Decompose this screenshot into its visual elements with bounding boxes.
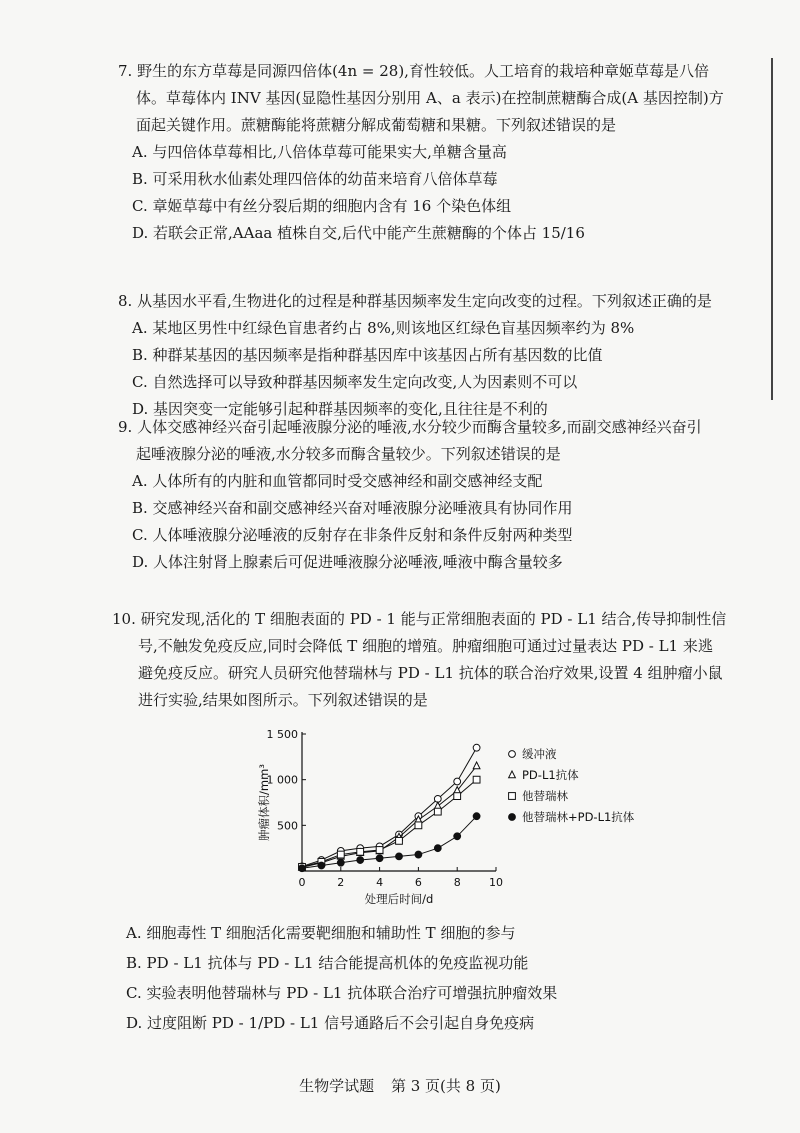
data-point bbox=[318, 862, 325, 869]
legend-entry bbox=[509, 810, 635, 824]
option-d: D. 过度阻断 PD - 1/PD - L1 信号通路后不会引起自身免疫病 bbox=[126, 1014, 535, 1032]
series-line bbox=[302, 748, 477, 867]
stem-line: 体。草莓体内 INV 基因(显隐性基因分别用 A、a 表示)在控制蔗糖酶合成(A 基因控制)方 bbox=[136, 89, 724, 107]
question-7 bbox=[118, 58, 758, 247]
data-point bbox=[337, 859, 344, 866]
data-point bbox=[454, 793, 461, 800]
option-a: A. 细胞毒性 T 细胞活化需要靶细胞和辅助性 T 细胞的参与 bbox=[126, 924, 516, 942]
series-0 bbox=[299, 744, 480, 870]
stem-line: 号,不触发免疫反应,同时会降低 T 细胞的增殖。肿瘤细胞可通过过量表达 PD - L1 来逃 bbox=[138, 637, 713, 655]
legend-label: 他替瑞林+PD-L1抗体 bbox=[522, 810, 635, 824]
y-tick-label: 1 000 bbox=[266, 773, 298, 787]
stem-line: 10. 研究发现,活化的 T 细胞表面的 PD - 1 能与正常细胞表面的 PD - L1 结合,传导抑制性信 bbox=[112, 610, 727, 628]
footer-subject: 生物学试题 bbox=[299, 1077, 375, 1095]
legend-label: PD-L1抗体 bbox=[522, 768, 579, 782]
series-2 bbox=[299, 776, 480, 870]
option-c: C. 章姬草莓中有丝分裂后期的细胞内含有 16 个染色体组 bbox=[132, 197, 512, 215]
x-tick-label: 2 bbox=[337, 876, 345, 889]
data-point bbox=[376, 847, 383, 854]
legend-marker bbox=[509, 771, 516, 778]
legend-marker bbox=[509, 751, 516, 758]
stem-line: 避免疫反应。研究人员研究他替瑞林与 PD - L1 抗体的联合治疗效果,设置 4 组肿瘤小鼠 bbox=[138, 664, 723, 682]
stem-line: 8. 从基因水平看,生物进化的过程是种群基因频率发生定向改变的过程。下列叙述正确的是 bbox=[118, 292, 712, 310]
data-point bbox=[376, 855, 383, 862]
data-point bbox=[357, 857, 364, 864]
legend-entry bbox=[509, 747, 557, 761]
legend-marker bbox=[509, 793, 516, 800]
data-point bbox=[473, 762, 480, 769]
data-point bbox=[473, 813, 480, 820]
question-8 bbox=[118, 288, 758, 423]
chart-legend bbox=[509, 747, 635, 824]
option-d: D. 若联会正常,AAaa 植株自交,后代中能产生蔗糖酶的个体占 15/16 bbox=[132, 224, 585, 242]
series-3 bbox=[299, 813, 480, 872]
x-tick-label: 10 bbox=[489, 876, 503, 889]
series-line bbox=[302, 766, 477, 867]
chart-axes bbox=[257, 728, 503, 906]
legend-label: 他替瑞林 bbox=[522, 789, 568, 803]
data-point bbox=[396, 837, 403, 844]
option-c: C. 人体唾液腺分泌唾液的反射存在非条件反射和条件反射两种类型 bbox=[132, 526, 573, 544]
chart-svg bbox=[250, 726, 690, 916]
x-tick-label: 6 bbox=[414, 876, 422, 889]
page-footer bbox=[0, 1075, 800, 1096]
option-b: B. PD - L1 抗体与 PD - L1 结合能提高机体的免疫监视功能 bbox=[126, 954, 529, 972]
y-tick-label: 500 bbox=[277, 819, 298, 833]
question-10-stem bbox=[112, 606, 752, 714]
data-point bbox=[473, 744, 480, 751]
option-d: D. 人体注射肾上腺素后可促进唾液腺分泌唾液,唾液中酶含量较多 bbox=[132, 553, 563, 571]
x-tick-label: 4 bbox=[376, 876, 384, 889]
option-d: D. 基因突变一定能够引起种群基因频率的变化,且往往是不利的 bbox=[132, 400, 548, 418]
margin-rule bbox=[771, 58, 773, 400]
data-point bbox=[434, 845, 441, 852]
x-axis-label: 处理后时间/d bbox=[364, 892, 434, 906]
question-7-stem bbox=[118, 58, 758, 139]
data-point bbox=[473, 776, 480, 783]
option-a: A. 人体所有的内脏和血管都同时受交感神经和副交感神经支配 bbox=[132, 472, 543, 490]
question-8-stem bbox=[118, 288, 758, 315]
question-9 bbox=[118, 414, 758, 576]
legend-marker bbox=[509, 814, 516, 821]
chart-series bbox=[299, 744, 480, 871]
option-b: B. 可采用秋水仙素处理四倍体的幼苗来培育八倍体草莓 bbox=[132, 170, 498, 188]
series-line bbox=[302, 780, 477, 867]
data-point bbox=[337, 851, 344, 858]
option-c: C. 自然选择可以导致种群基因频率发生定向改变,人为因素则不可以 bbox=[132, 373, 578, 391]
data-point bbox=[415, 851, 422, 858]
option-a: A. 某地区男性中红绿色盲患者约占 8%,则该地区红绿色盲基因频率约为 8% bbox=[132, 319, 635, 337]
option-b: B. 种群某基因的基因频率是指种群基因库中该基因占所有基因数的比值 bbox=[132, 346, 603, 364]
stem-line: 7. 野生的东方草莓是同源四倍体(4n = 28),育性较低。人工培育的栽培种章姬草莓是八倍 bbox=[118, 62, 709, 80]
data-point bbox=[357, 848, 364, 855]
x-tick-label: 8 bbox=[453, 876, 461, 889]
option-c: C. 实验表明他替瑞林与 PD - L1 抗体联合治疗可增强抗肿瘤效果 bbox=[126, 984, 558, 1002]
legend-label: 缓冲液 bbox=[522, 747, 557, 761]
x-tick-label: 0 bbox=[298, 876, 306, 889]
stem-line: 起唾液腺分泌的唾液,水分较多而酶含量较少。下列叙述错误的是 bbox=[136, 445, 561, 463]
question-10 bbox=[112, 606, 752, 714]
footer-page-number: 第 3 页(共 8 页) bbox=[390, 1077, 501, 1095]
data-point bbox=[454, 833, 461, 840]
tumor-volume-chart bbox=[250, 726, 690, 916]
y-axis-label: 肿瘤体积/mm³ bbox=[257, 764, 271, 841]
legend-entry bbox=[509, 789, 569, 803]
stem-line: 9. 人体交感神经兴奋引起唾液腺分泌的唾液,水分较少而酶含量较多,而副交感神经兴奋引 bbox=[118, 418, 702, 436]
question-9-stem bbox=[118, 414, 758, 468]
y-tick-label: 1 500 bbox=[266, 728, 298, 741]
data-point bbox=[434, 808, 441, 815]
legend-entry bbox=[509, 768, 580, 782]
stem-line: 面起关键作用。蔗糖酶能将蔗糖分解成葡萄糖和果糖。下列叙述错误的是 bbox=[136, 116, 617, 134]
question-10-options bbox=[126, 918, 746, 1038]
data-point bbox=[415, 822, 422, 829]
option-b: B. 交感神经兴奋和副交感神经兴奋对唾液腺分泌唾液具有协同作用 bbox=[132, 499, 573, 517]
data-point bbox=[396, 853, 403, 860]
option-a: A. 与四倍体草莓相比,八倍体草莓可能果实大,单糖含量高 bbox=[132, 143, 507, 161]
series-1 bbox=[299, 762, 480, 870]
data-point bbox=[454, 778, 461, 785]
stem-line: 进行实验,结果如图所示。下列叙述错误的是 bbox=[138, 691, 428, 709]
data-point bbox=[299, 865, 306, 872]
